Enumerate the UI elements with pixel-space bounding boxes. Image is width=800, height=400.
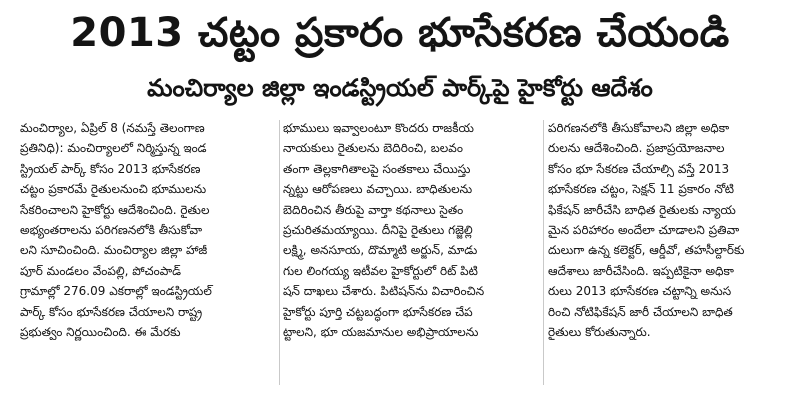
- column-1-line: ప్రభుత్వం నిర్ణయించింది. ఈ మేరకు: [20, 324, 181, 339]
- column-3-line: దులుగా ఉన్న కలెక్టర్, ఆర్డీవో, తహసీల్దార్‌కు: [548, 243, 745, 258]
- column-2-line: ట్టాలని, భూ యజమానుల అభిప్రాయాలను: [283, 324, 479, 339]
- article-headline: 2013 చట్టం ప్రకారం భూసేకరణ చేయండి: [70, 10, 730, 56]
- column-1-line: గ్రామాల్లో 276.09 ఎకరాల్లో ఇండస్ట్రియల్: [20, 284, 212, 299]
- column-1-line: మంచిర్యాల, ఏప్రిల్ 8 (నమస్తే తెలంగాణ: [20, 121, 205, 135]
- column-divider: [279, 120, 280, 385]
- column-1-line: సేకరించాలని హైకోర్టు ఆదేశించింది. రైతుల: [20, 202, 210, 217]
- column-2-line: న్నట్టు ఆరోపణలు వచ్చాయి. బాధితులను: [283, 182, 473, 197]
- column-3-line: రైతులు కోరుతున్నారు.: [548, 324, 651, 339]
- column-1-line: స్ట్రియల్ పార్క్ కోసం 2013 భూసేకరణ: [20, 161, 201, 176]
- column-3-line: పరిగణనలోకి తీసుకోవాలని జిల్లా అధికా: [548, 121, 730, 135]
- column-1-line: అభ్యంతరాలను పరిగణనలోకి తీసుకోవా: [20, 222, 203, 237]
- column-1-line: లని సూచించింది. మంచిర్యాల జిల్లా హాజీ: [20, 243, 208, 258]
- column-2-line: నాయకులు రైతులను బెదిరించి, బలవం: [283, 141, 463, 156]
- column-2-line: బెదిరించిన తీరుపై వార్తా కథనాలు సైతం: [283, 202, 464, 217]
- column-3-line: కోసం భూ సేకరణ చేయాల్సి వస్తే 2013: [548, 161, 730, 176]
- column-1-line: పూర్ మండలం వేంపల్లి, పోచంపాడ్: [20, 263, 181, 278]
- column-3-line: రించి నోటిఫికేషన్ జారీ చేయాలని బాధిత: [548, 304, 733, 319]
- column-2-line: హైకోర్టు పూర్తి చట్టబద్ధంగా భూసేకరణ చేప: [283, 304, 473, 319]
- column-2-line: గుల లింగయ్య ఇటీవల హైకోర్టులో రిట్ పిటి: [283, 263, 478, 278]
- column-3-line: మైన పరిహారం అందేలా చూడాలని ప్రతివా: [548, 222, 740, 237]
- column-1-line: చట్టం ప్రకారమే రైతులనుంచి భూములను: [20, 182, 207, 197]
- column-2-line: షన్ దాఖలు చేశారు. పిటిషన్‌ను విచారించిన: [283, 284, 485, 299]
- column-3-line: రులు 2013 భూసేకరణ చట్టాన్ని అనుస: [548, 284, 732, 299]
- column-divider: [543, 120, 544, 385]
- column-2-line: తంగా తెల్లకాగితాలపై సంతకాలు చేయిస్తు: [283, 161, 471, 176]
- column-2-line: ప్రచురితమయ్యాయి. దీనిపై రైతులు గజ్జెల్లి: [283, 222, 473, 237]
- column-1-line: ప్రతినిధి): మంచిర్యాలలో నిర్మిస్తున్న ఇండ: [20, 141, 207, 156]
- article-column-3: [548, 118, 793, 388]
- column-3-line: భూసేకరణ చట్టం, సెక్షన్ 11 ప్రకారం నోటి: [548, 182, 734, 197]
- column-3-line: ఆదేశాలు జారీచేసింది. ఇప్పటికైనా అధికా: [548, 263, 734, 278]
- column-2-line: లక్ష్మి, అనసూయ, దొమ్మాటి అర్జున్, మాడు: [283, 243, 478, 258]
- article-subheadline: మంచిర్యాల జిల్లా ఇండస్ట్రియల్ పార్క్‌పై హైకోర్టు ఆదేశం: [147, 74, 653, 102]
- column-2-line: భూములు ఇవ్వాలంటూ కొందరు రాజకీయ: [283, 121, 474, 135]
- column-1-line: పార్క్ కోసం భూసేకరణ చేయాలని రాష్ట్ర: [20, 304, 203, 319]
- article-column-1: [20, 118, 275, 388]
- column-3-line: ఫికేషన్ జారీచేసి బాధిత రైతులకు న్యాయ: [548, 202, 736, 217]
- column-3-line: రులను ఆదేశించింది. ప్రజాప్రయోజనాల: [548, 141, 725, 156]
- article-column-2: [283, 118, 538, 388]
